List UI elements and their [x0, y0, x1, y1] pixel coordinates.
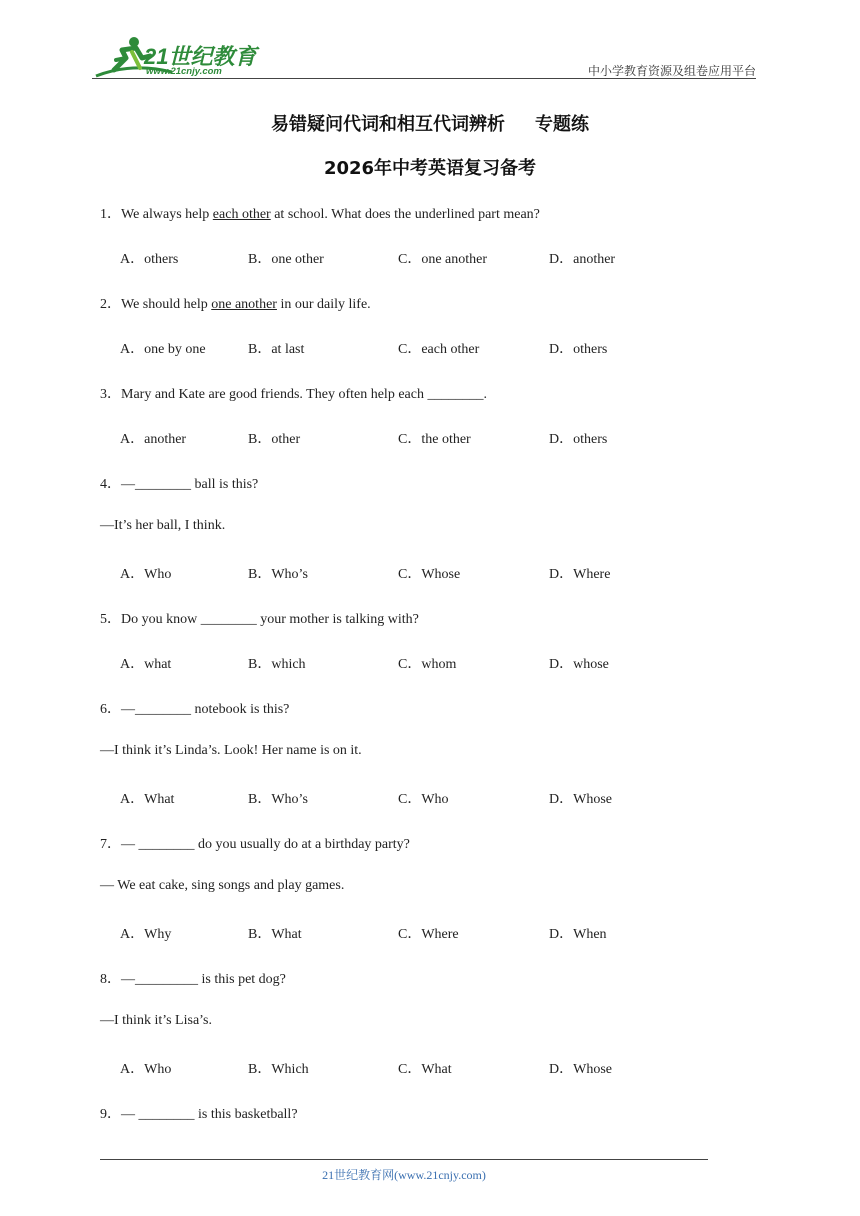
question-text: —________ ball is this?	[121, 477, 259, 492]
question-number: 9．	[100, 1107, 121, 1122]
page-header	[0, 0, 860, 90]
option-b[interactable]: B．at last	[248, 342, 305, 357]
option-c[interactable]: C．Where	[398, 927, 459, 942]
option-c[interactable]: C．whom	[398, 657, 457, 672]
question-7	[100, 833, 410, 853]
question-number: 3．	[100, 387, 121, 402]
question-4	[100, 473, 258, 493]
underlined-phrase: one another	[211, 297, 277, 312]
question-text: —_________ is this pet dog?	[121, 972, 286, 987]
question-text: in our daily life.	[276, 297, 371, 312]
option-b[interactable]: B．Who’s	[248, 792, 308, 807]
option-b[interactable]: B．Which	[248, 1062, 309, 1077]
question-number: 7．	[100, 837, 121, 852]
footer-link[interactable]: 21世纪教育网(www.21cnjy.com)	[322, 1168, 486, 1182]
option-d[interactable]: D．Whose	[549, 792, 612, 807]
question-number: 5．	[100, 612, 121, 627]
option-d[interactable]: D．whose	[549, 657, 609, 672]
option-d[interactable]: D．Where	[549, 567, 611, 582]
question-8	[100, 968, 286, 988]
question-1	[100, 203, 540, 223]
dialog-answer-line: — We eat cake, sing songs and play games.	[100, 878, 345, 893]
option-c[interactable]: C．each other	[398, 342, 480, 357]
dialog-answer-line: —I think it’s Linda’s. Look! Her name is on it.	[100, 743, 362, 758]
option-c[interactable]: C．the other	[398, 432, 471, 447]
option-d[interactable]: D．others	[549, 342, 608, 357]
question-number: 4．	[100, 477, 121, 492]
header-divider	[92, 78, 756, 79]
option-b[interactable]: B．Who’s	[248, 567, 308, 582]
question-text: — ________ do you usually do at a birthday party?	[121, 837, 410, 852]
option-c[interactable]: C．What	[398, 1062, 452, 1077]
option-a[interactable]: A．Who	[120, 567, 172, 582]
question-2	[100, 293, 371, 313]
question-text: We should help	[121, 297, 212, 312]
question-number: 8．	[100, 972, 121, 987]
logo-url: www.21cnjy.com	[146, 66, 222, 77]
option-b[interactable]: B．What	[248, 927, 302, 942]
question-text: We always help	[121, 207, 213, 222]
dialog-answer-line: —It’s her ball, I think.	[100, 518, 226, 533]
document-subtitle: 2026年中考英语复习备考	[323, 158, 537, 179]
option-b[interactable]: B．other	[248, 432, 301, 447]
question-text: Mary and Kate are good friends. They often help each ________.	[121, 387, 487, 402]
option-d[interactable]: D．Whose	[549, 1062, 612, 1077]
question-number: 1．	[100, 207, 121, 222]
question-text: Do you know ________ your mother is talking with?	[121, 612, 419, 627]
option-d[interactable]: D．another	[549, 252, 616, 267]
option-d[interactable]: D．When	[549, 927, 607, 942]
question-number: 6．	[100, 702, 121, 717]
option-c[interactable]: C．Whose	[398, 567, 461, 582]
document-title	[0, 110, 860, 136]
option-c[interactable]: C．one another	[398, 252, 488, 267]
header-platform-text: 中小学教育资源及组卷应用平台	[587, 64, 756, 78]
question-number: 2．	[100, 297, 121, 312]
question-text: at school. What does the underlined part mean?	[270, 207, 540, 222]
option-b[interactable]: B．one other	[248, 252, 324, 267]
option-c[interactable]: C．Who	[398, 792, 449, 807]
question-3	[100, 383, 487, 403]
dialog-answer-line: —I think it’s Lisa’s.	[100, 1013, 212, 1028]
question-text: — ________ is this basketball?	[121, 1107, 298, 1122]
title-main: 易错疑问代词和相互代词辨析	[271, 114, 505, 135]
question-6	[100, 698, 289, 718]
option-a[interactable]: A．what	[120, 657, 172, 672]
option-b[interactable]: B．which	[248, 657, 306, 672]
option-a[interactable]: A．another	[120, 432, 187, 447]
logo-text: 21世纪教育	[144, 44, 257, 69]
underlined-phrase: each other	[212, 207, 271, 222]
option-a[interactable]: A．one by one	[120, 342, 206, 357]
question-9	[100, 1103, 298, 1123]
question-5	[100, 608, 419, 628]
option-a[interactable]: A．others	[120, 252, 179, 267]
footer-divider	[100, 1159, 708, 1160]
question-text: —________ notebook is this?	[121, 702, 290, 717]
option-d[interactable]: D．others	[549, 432, 608, 447]
option-a[interactable]: A．What	[120, 792, 175, 807]
option-a[interactable]: A．Why	[120, 927, 172, 942]
option-a[interactable]: A．Who	[120, 1062, 172, 1077]
title-suffix: 专题练	[535, 114, 589, 135]
